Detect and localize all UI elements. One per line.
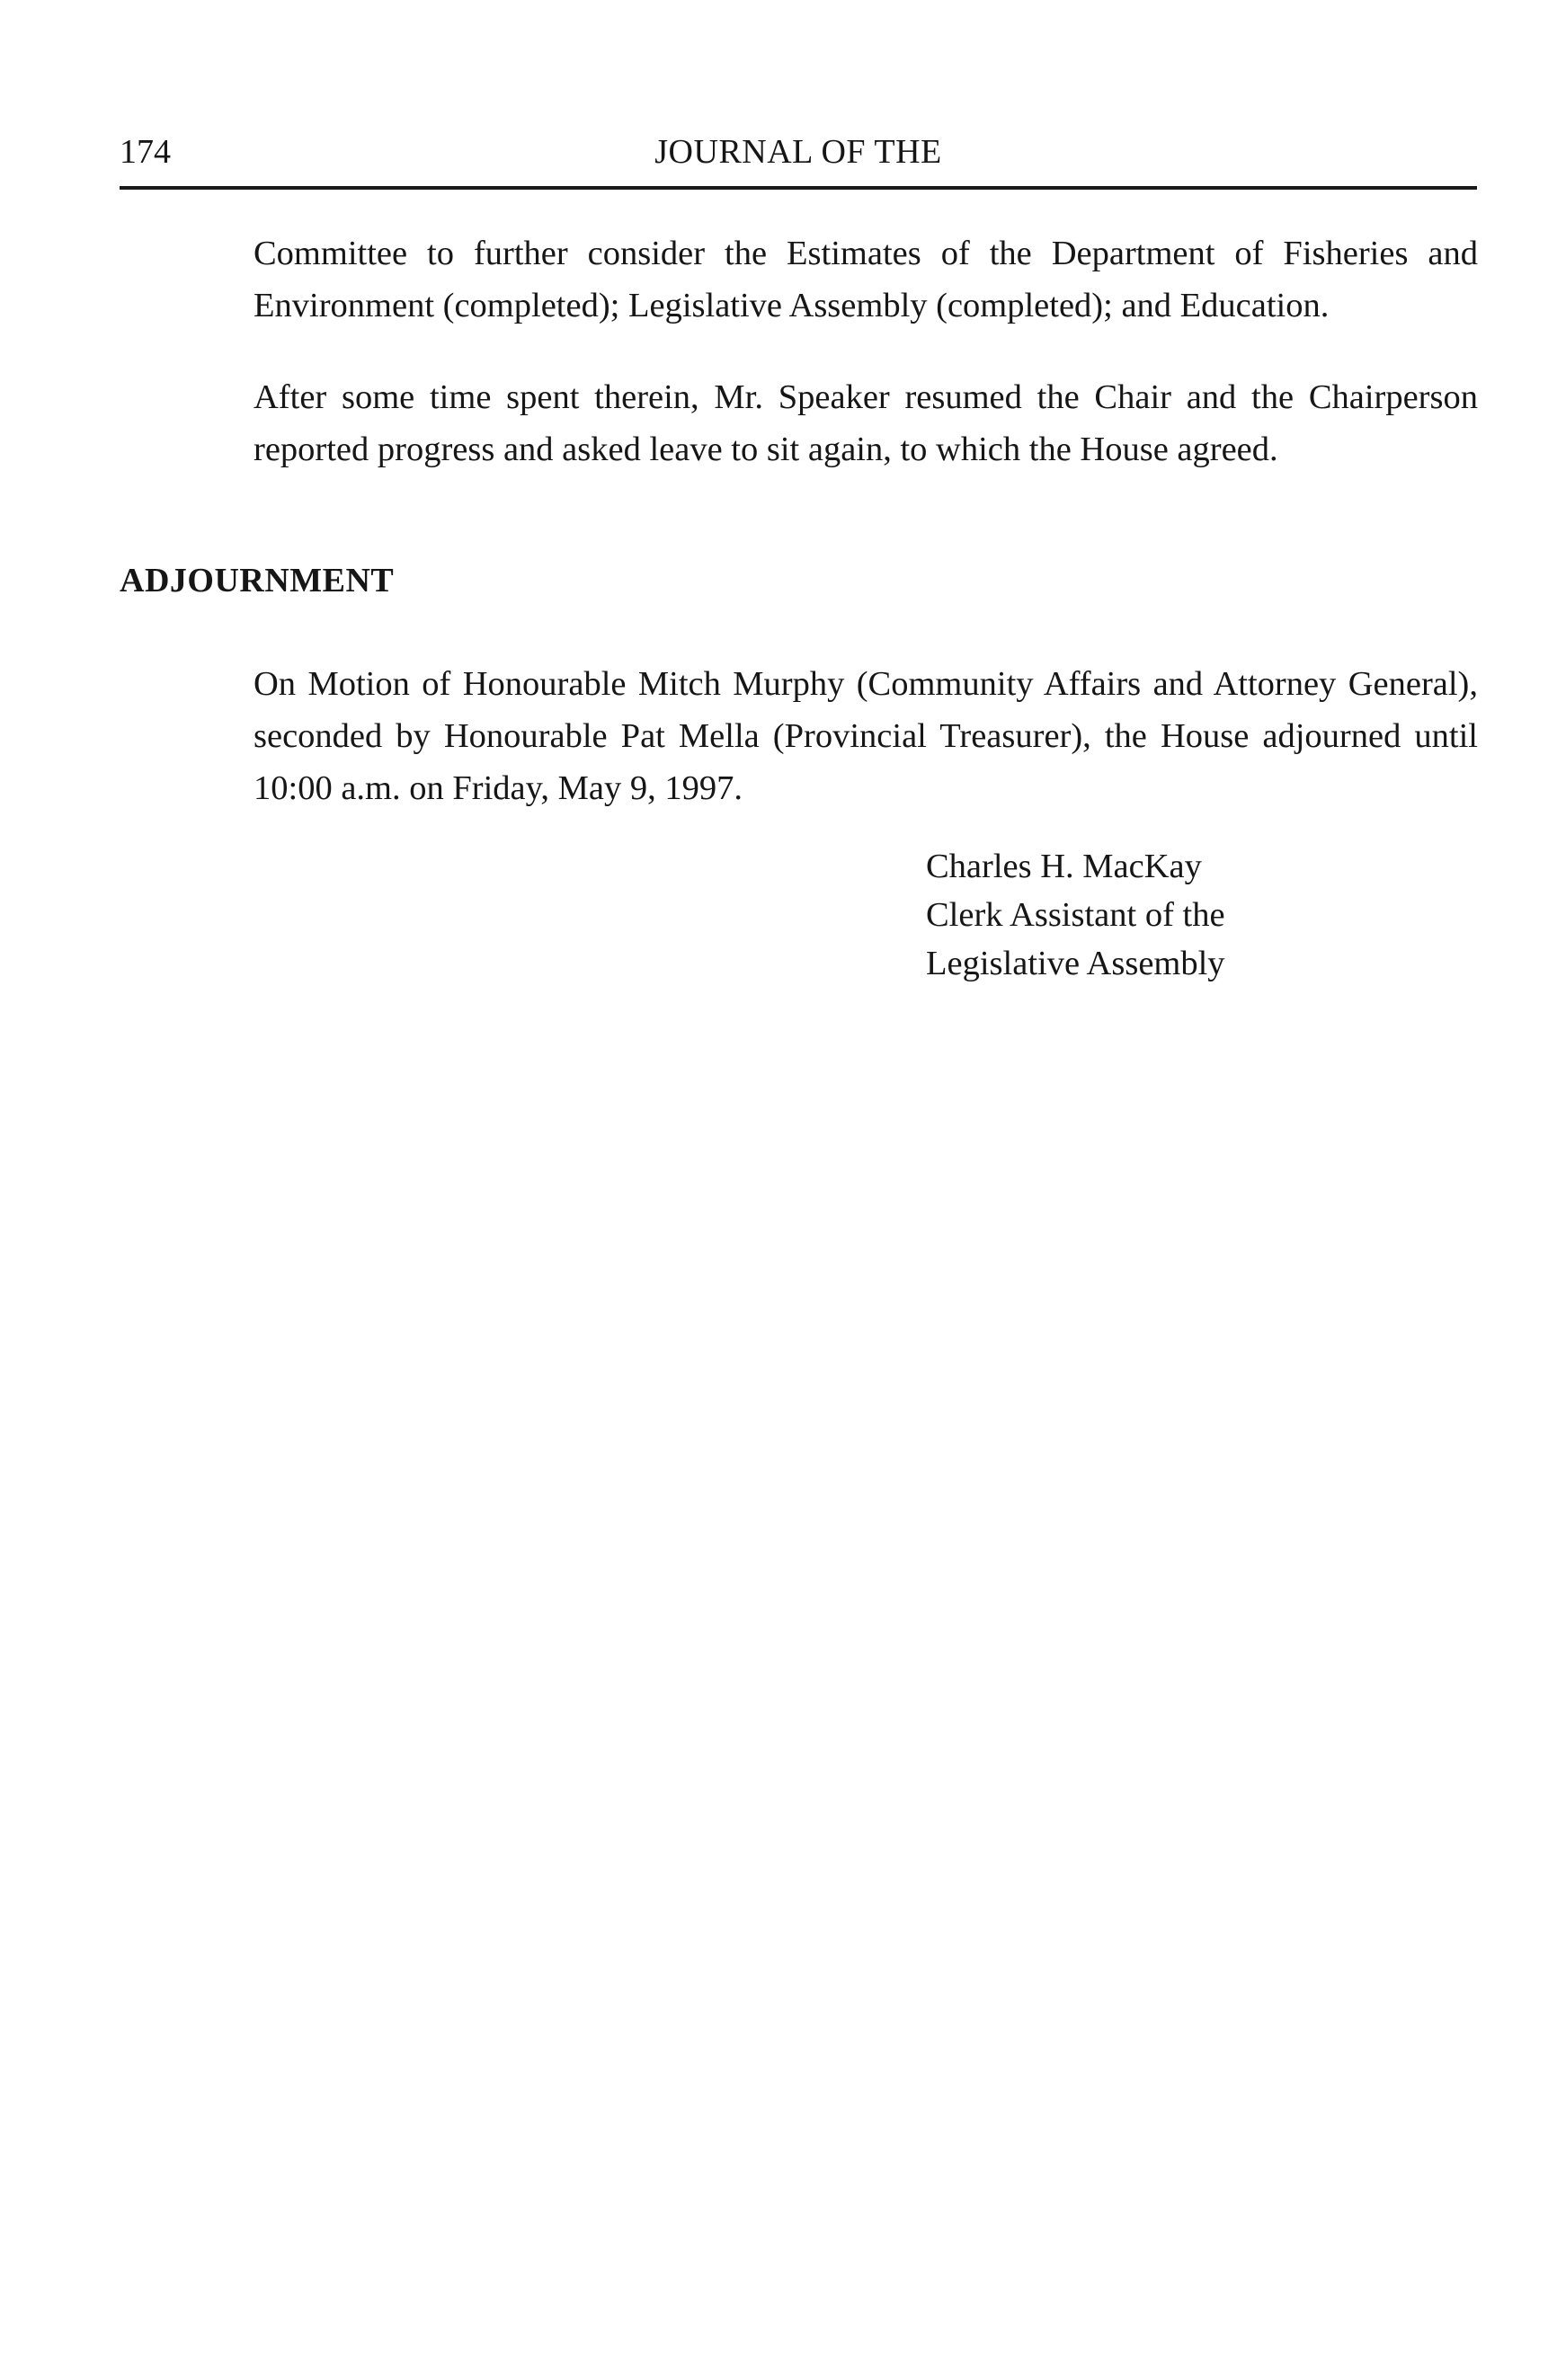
- running-head: JOURNAL OF THE: [654, 133, 942, 171]
- progress-paragraph: After some time spent therein, Mr. Speaker resumed the Chair and the Chairperson reported progress and asked leave to sit again, to which the House agreed.: [254, 378, 1478, 468]
- committee-paragraph: Committee to further consider the Estimates of the Department of Fisheries and Environment (completed); Legislative Assembly (completed); and Education.: [254, 235, 1478, 324]
- adjournment-paragraph: On Motion of Honourable Mitch Murphy (Community Affairs and Attorney General), seconded by Honourable Pat Mella (Provincial Treasurer), the House adjourned until 10:00 a.m. on Friday, May 9, 1997.: [254, 665, 1478, 807]
- section-heading-adjournment: ADJOURNMENT: [120, 562, 395, 599]
- signatory-title-line-1: Clerk Assistant of the: [926, 896, 1225, 934]
- signatory-title-line-2: Legislative Assembly: [926, 945, 1225, 982]
- page-header: [120, 130, 1477, 190]
- signatory-name: Charles H. MacKay: [926, 848, 1202, 885]
- page-number: 174: [120, 133, 171, 171]
- signature-block: [926, 842, 1225, 988]
